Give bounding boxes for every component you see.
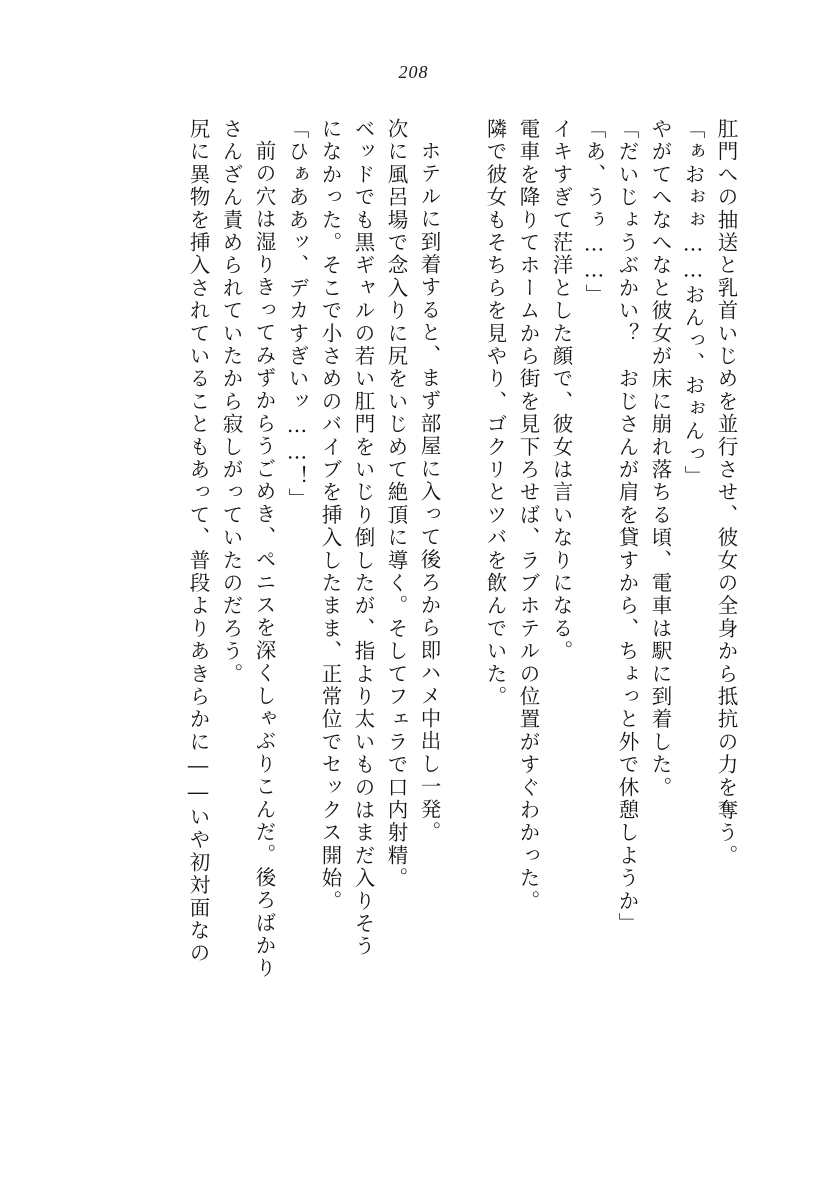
text-line: 電車を降りてホームから街を見下ろせば、ラブホテルの位置がすぐわかった。 [516, 118, 540, 913]
text-line: 「あ、うぅ……」 [582, 118, 606, 307]
page-number: 208 [398, 62, 429, 82]
text-line: やがてへなへなと彼女が床に崩れ落ちる頃、電車は駅に到着した。 [648, 118, 672, 799]
text-line: になかった。そこで小さめのバイブを挿入したまま、正常位でセックス開始。 [318, 118, 342, 913]
text-line: 肛門への抽送と乳首いじめを並行させ、彼女の全身から抵抗の力を奪う。 [714, 118, 738, 868]
text-line: 「ぁおぉぉ……おんっ、おぉんっ」 [681, 118, 705, 489]
text-line: 次に風呂場で念入りに尻をいじめて絶頂に導く。そしてフェラで口内射精。 [384, 118, 408, 890]
text-line: 隣で彼女もそちらを見やり、ゴクリとツバを飲んでいた。 [483, 118, 507, 709]
text-line: 前の穴は湿りきってみずからうごめき、ペニスを深くしゃぶりこんだ。後ろばかり [252, 140, 276, 980]
text-line-blank [439, 118, 472, 1068]
text-line: ホテルに到着すると、まず部屋に入って後ろから即ハメ中出し一発。 [417, 140, 441, 844]
text-line: 「ひぁああッ、デカすぎいッ……！」 [285, 118, 309, 511]
text-line: イキすぎて茫洋とした顔で、彼女は言いなりになる。 [549, 118, 573, 663]
text-line: 尻に異物を挿入されていることもあって、普段よりあきらかに――いや初対面なの [186, 118, 210, 965]
text-line: 「だいじょうぶかい？ おじさんが肩を貸すから、ちょっと外で休憩しようか」 [615, 118, 639, 936]
vertical-body-text [96, 118, 736, 1068]
text-line: さんざん責められていたから寂しがっていたのだろう。 [219, 118, 243, 686]
text-line: ベッドでも黒ギャルの若い肛門をいじり倒したが、指より太いものはまだ入りそう [351, 118, 375, 958]
